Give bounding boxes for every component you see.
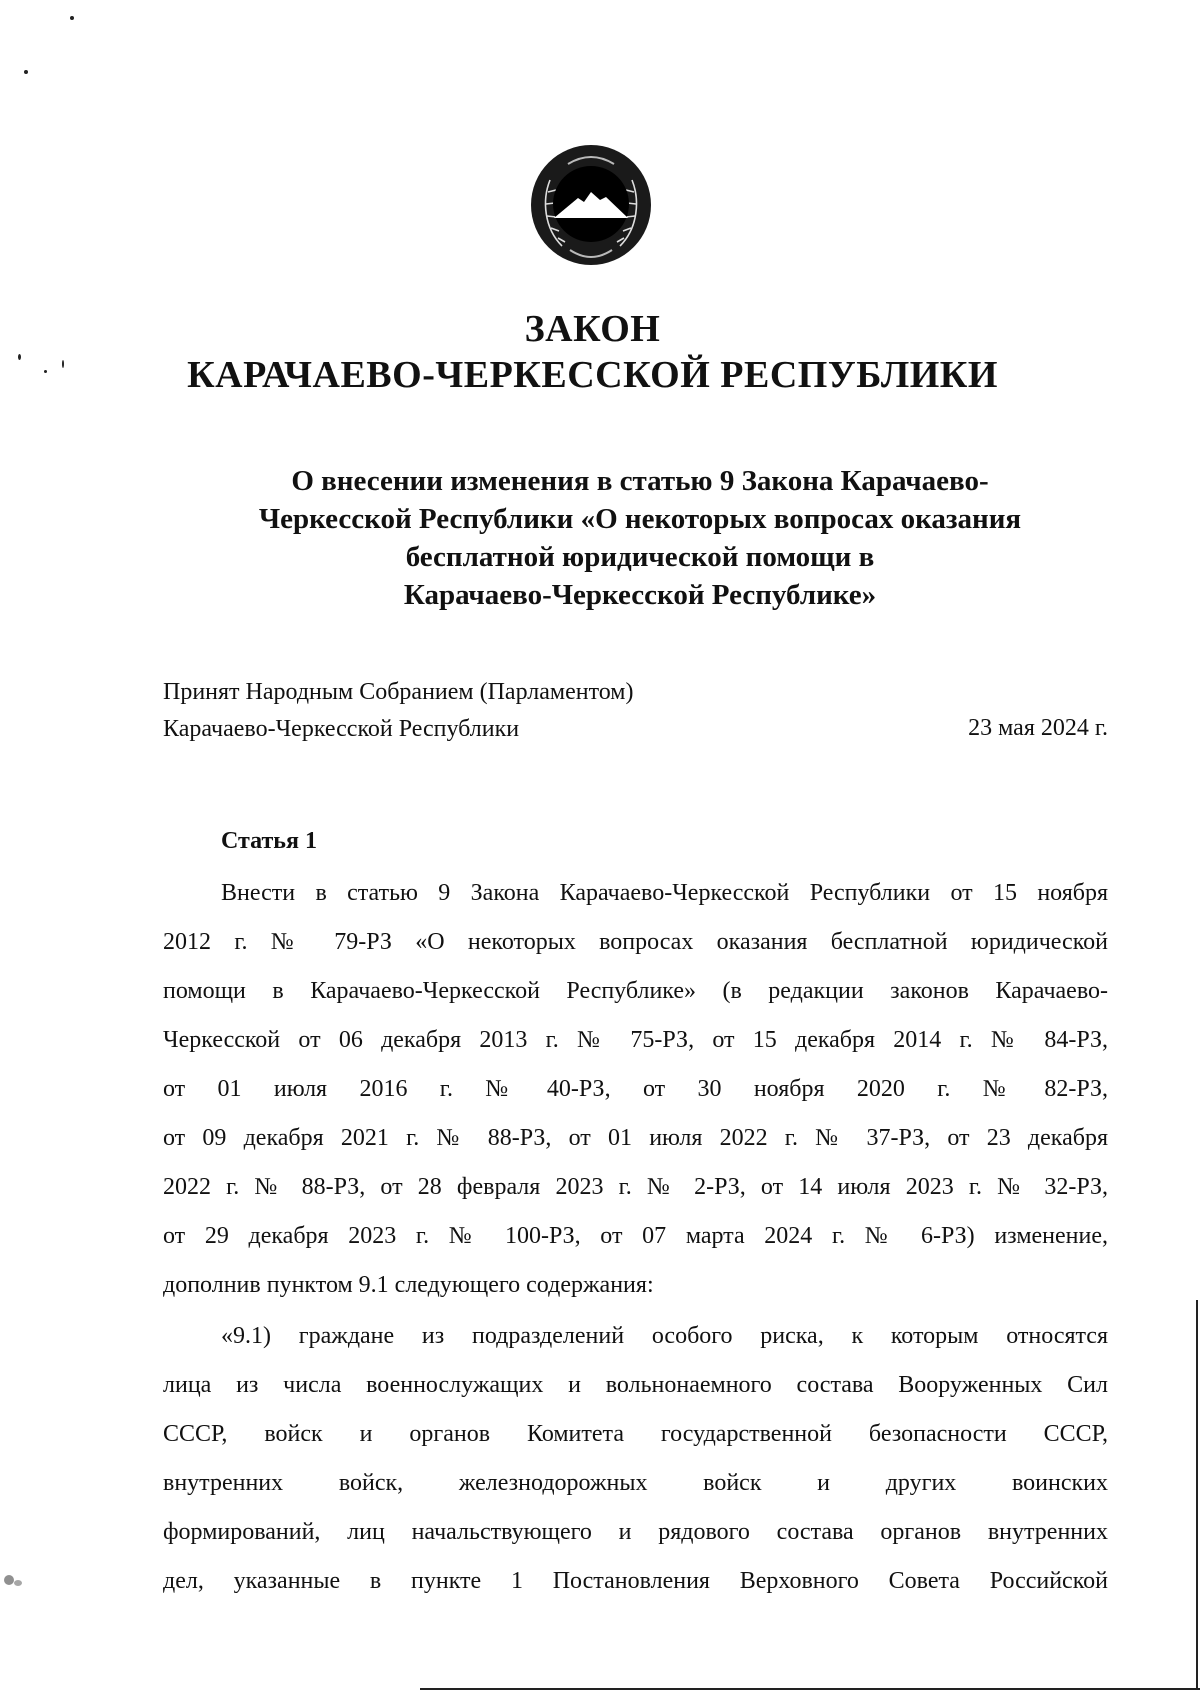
- scan-speck: [14, 1580, 22, 1586]
- article-line: лица из числа военнослужащих и вольнонаемного состава Вооруженных Сил: [163, 1372, 1108, 1398]
- scan-speck: [4, 1575, 14, 1585]
- article-line: Внести в статью 9 Закона Карачаево-Черкесской Республики от 15 ноября: [221, 880, 1108, 906]
- law-title: ЗАКОН: [524, 308, 661, 350]
- scan-speck: [70, 16, 74, 20]
- article-line: формирований, лиц начальствующего и рядового состава органов внутренних: [163, 1519, 1108, 1545]
- adoption-date: 23 мая 2024 г.: [968, 715, 1108, 741]
- article-line: дополнив пунктом 9.1 следующего содержания:: [163, 1272, 654, 1298]
- law-subtitle: [200, 462, 1080, 614]
- subtitle-line: бесплатной юридической помощи в: [405, 541, 875, 573]
- scan-border: [420, 1688, 1200, 1690]
- adoption-line: Карачаево-Черкесской Республики: [163, 716, 520, 742]
- article-line: от 09 декабря 2021 г. № 88-РЗ, от 01 июля 2022 г. № 37-РЗ, от 23 декабря: [163, 1125, 1108, 1151]
- scan-speck: [24, 70, 28, 74]
- article-line: внутренних войск, железнодорожных войск и других воинских: [163, 1470, 1108, 1496]
- article-line: Черкесской от 06 декабря 2013 г. № 75-РЗ, от 15 декабря 2014 г. № 84-РЗ,: [163, 1027, 1108, 1053]
- article-line: от 01 июля 2016 г. № 40-РЗ, от 30 ноября 2020 г. № 82-РЗ,: [163, 1076, 1108, 1102]
- adoption-line: Принят Народным Собранием (Парламентом): [163, 679, 634, 705]
- subtitle-line: О внесении изменения в статью 9 Закона Карачаево-: [291, 465, 989, 497]
- subtitle-line: Черкесской Республики «О некоторых вопросах оказания: [258, 503, 1022, 535]
- article-line: дел, указанные в пункте 1 Постановления Верховного Совета Российской: [163, 1568, 1108, 1594]
- article-line: «9.1) граждане из подразделений особого риска, к которым относятся: [221, 1323, 1108, 1349]
- article-line: 2022 г. № 88-РЗ, от 28 февраля 2023 г. № 2-РЗ, от 14 июля 2023 г. № 32-РЗ,: [163, 1174, 1108, 1200]
- article-heading: Статья 1: [221, 828, 317, 854]
- adoption-info: [163, 674, 633, 748]
- article-line: 2012 г. № 79-РЗ «О некоторых вопросах оказания бесплатной юридической: [163, 929, 1108, 955]
- article-line: СССР, войск и органов Комитета государственной безопасности СССР,: [163, 1421, 1108, 1447]
- subtitle-line: Карачаево-Черкесской Республике»: [403, 579, 877, 611]
- republic-title: КАРАЧАЕВО-ЧЕРКЕССКОЙ РЕСПУБЛИКИ: [187, 354, 998, 396]
- scan-border: [1196, 1300, 1198, 1690]
- article-line: помощи в Карачаево-Черкесской Республике» (в редакции законов Карачаево-: [163, 978, 1108, 1004]
- article-line: от 29 декабря 2023 г. № 100-РЗ, от 07 марта 2024 г. № 6-РЗ) изменение,: [163, 1223, 1108, 1249]
- karachay-cherkessia-coat-of-arms-icon: [528, 140, 654, 270]
